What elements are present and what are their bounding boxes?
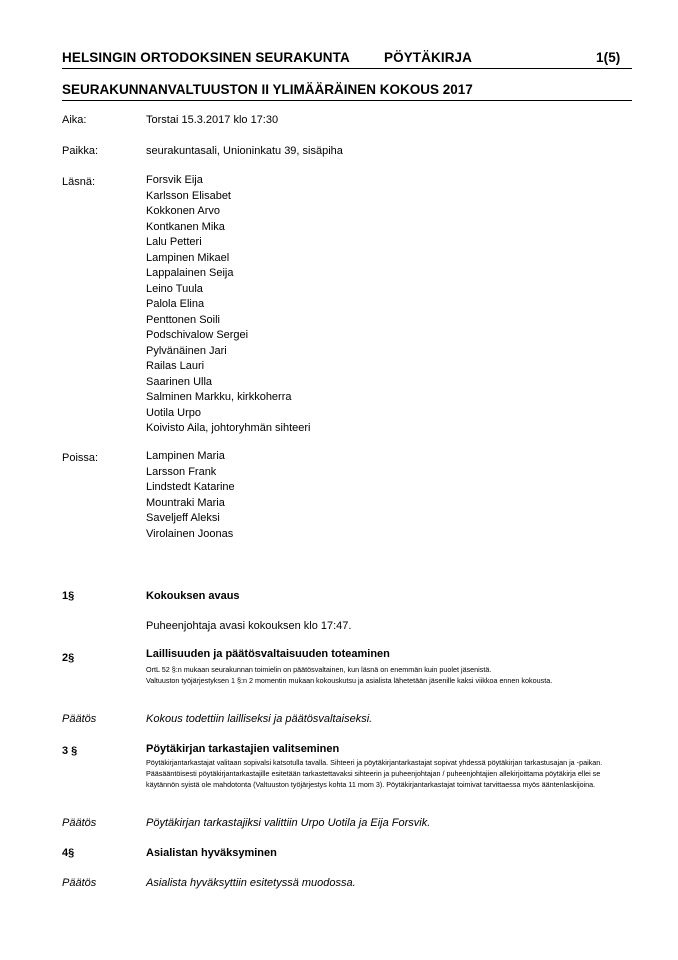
- section-2-heading: Laillisuuden ja päätösvaltaisuuden toteaminen: [146, 648, 390, 660]
- section-1-body: Puheenjohtaja avasi kokouksen klo 17:47.: [146, 620, 352, 632]
- present-member: Uotila Urpo: [146, 406, 202, 419]
- present-member: Kontkanen Mika: [146, 220, 225, 233]
- header-organization: HELSINGIN ORTODOKSINEN SEURAKUNTA: [62, 50, 350, 65]
- section-4-heading: Asialistan hyväksyminen: [146, 847, 277, 859]
- present-member: Lalu Petteri: [146, 236, 202, 248]
- present-member: Salminen Markku, kirkkoherra: [146, 391, 292, 403]
- section-3-heading: Pöytäkirjan tarkastajien valitseminen: [146, 743, 340, 755]
- present-member: Railas Lauri: [146, 360, 205, 372]
- section-2-decision: Kokous todettiin lailliseksi ja päätösvaltaiseksi.: [146, 713, 373, 725]
- absent-member: Saveljeff Aleksi: [146, 512, 220, 524]
- absent-label: Poissa:: [62, 452, 99, 464]
- present-member: Podschivalow Sergei: [146, 329, 249, 341]
- absent-member: Mountraki Maria: [146, 496, 225, 509]
- present-list: [146, 173, 310, 437]
- present-member: Kokkonen Arvo: [146, 205, 220, 217]
- time-value: Torstai 15.3.2017 klo 17:30: [146, 114, 279, 126]
- absent-list: [146, 449, 235, 542]
- section-2-body-line: OrtL 52 §:n mukaan seurakunnan toimielin on päätösvaltainen, kun läsnä on enemmän kuin puolet jäsenistä.: [146, 665, 492, 674]
- present-member: Leino Tuula: [146, 282, 203, 295]
- place-label: Paikka:: [62, 145, 99, 157]
- document-title: SEURAKUNNANVALTUUSTON II YLIMÄÄRÄINEN KOKOUS 2017: [62, 82, 473, 97]
- absent-member: Larsson Frank: [146, 465, 217, 478]
- section-4-decision: Asialista hyväksyttiin esitetyssä muodossa.: [146, 877, 356, 889]
- present-label: Läsnä:: [62, 176, 96, 188]
- absent-member: Lindstedt Katarine: [146, 481, 235, 493]
- section-2-number: 2§: [62, 652, 75, 664]
- time-label: Aika:: [62, 114, 87, 126]
- header-page-number: 1(5): [596, 50, 621, 65]
- absent-member: Lampinen Maria: [146, 450, 225, 462]
- present-member: Saarinen Ulla: [146, 375, 213, 388]
- present-member: Pylvänäinen Jari: [146, 344, 227, 357]
- header-divider: [62, 68, 632, 69]
- section-1-heading: Kokouksen avaus: [146, 590, 240, 602]
- present-member: Palola Elina: [146, 298, 205, 310]
- section-1-number: 1§: [62, 590, 75, 602]
- section-3-decision: Pöytäkirjan tarkastajiksi valittiin Urpo Uotila ja Eija Forsvik.: [146, 817, 431, 829]
- title-divider: [62, 100, 632, 101]
- section-2-body-line: Valtuuston työjärjestyksen 1 §:n 2 momentin mukaan kokouskutsu ja asialista lähetetään jäsenille kaksi viikkoa ennen kokousta.: [146, 676, 553, 686]
- place-value: seurakuntasali, Unioninkatu 39, sisäpiha: [146, 145, 343, 157]
- present-member: Karlsson Elisabet: [146, 189, 231, 202]
- section-2-body: [146, 664, 616, 686]
- section-4-decision-label: Päätös: [62, 877, 97, 889]
- section-3-number: 3 §: [62, 745, 78, 757]
- present-member: Forsvik Eija: [146, 174, 203, 186]
- header-document-type: PÖYTÄKIRJA: [384, 50, 473, 65]
- section-3-body: Pöytäkirjantarkastajat valitaan sopivalsi katsotulla tavalla. Sihteeri ja pöytäkirjantarkastajat sopivat yhdessä pöytäkirjan tarkastusajan ja -paikan. Pääsääntöisesti pöytäkirjantarkastajille esitetään tarkastettavaksi sihteerin ja puheenjohtajan / puheenjohtajien allekirjoittama pöytäkirja ellei se käytännön syistä ole mahdotonta (Valtuuston työjärjestys kohta 11 mom 3). Pöytäkirjantarkastajat toimivat tarvittaessa myös ääntenlaskijoina.: [146, 758, 603, 790]
- present-member: Lappalainen Seija: [146, 267, 234, 279]
- section-3-decision-label: Päätös: [62, 817, 97, 829]
- section-2-decision-label: Päätös: [62, 713, 97, 725]
- section-4-number: 4§: [62, 847, 75, 859]
- present-member: Lampinen Mikael: [146, 251, 230, 264]
- present-member: Penttonen Soili: [146, 313, 220, 326]
- absent-member: Virolainen Joonas: [146, 527, 234, 540]
- present-member: Koivisto Aila, johtoryhmän sihteeri: [146, 422, 311, 434]
